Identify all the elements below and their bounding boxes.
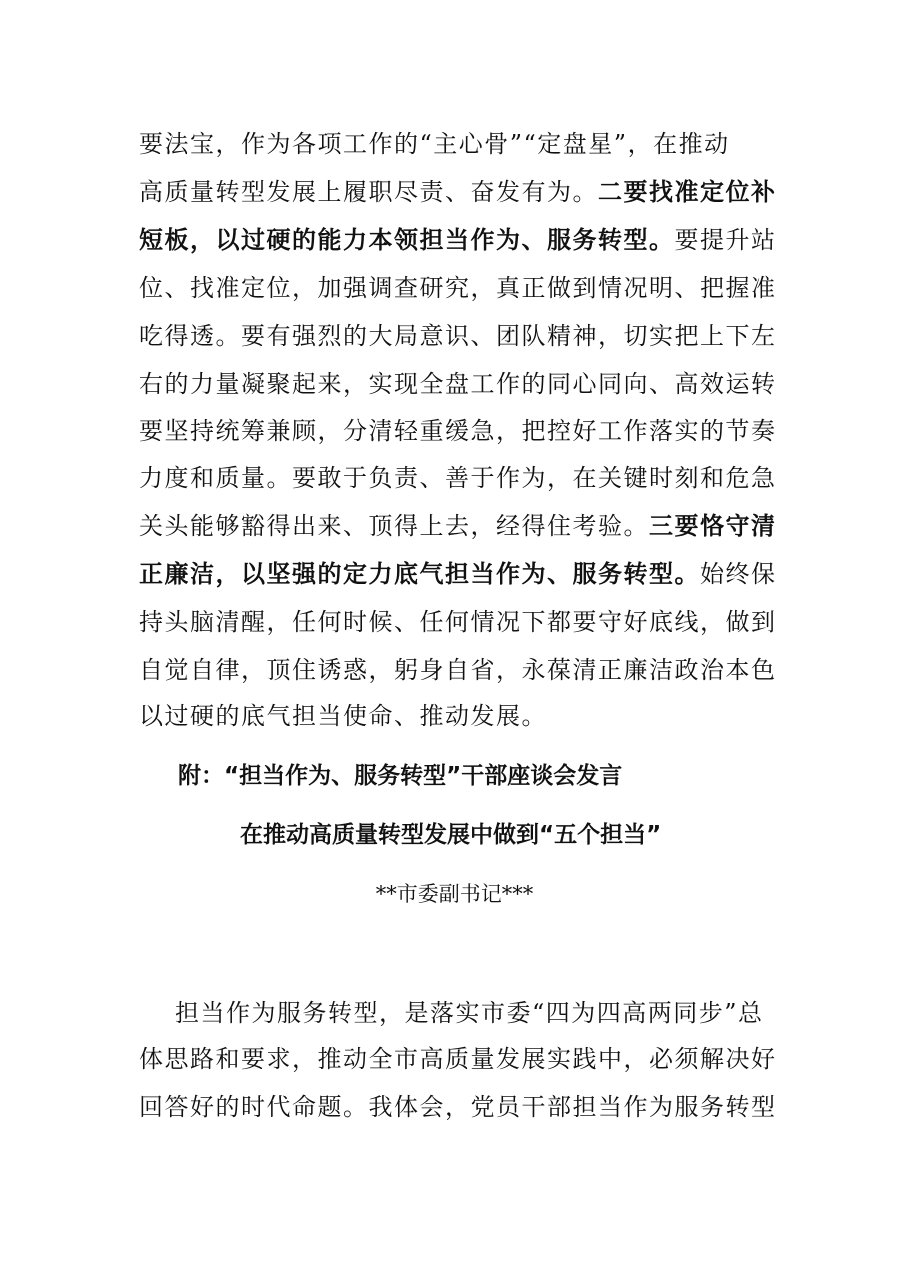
bold-text-run: 三要恪守清 (649, 512, 777, 540)
text-run: 担当作为服务转型，是落实市委“四为四高两同步”总 (175, 999, 764, 1027)
appendix-label: 附：“担当作为、服务转型”干部座谈会发言 (178, 763, 623, 789)
text-run: 以过硬的底气担当使命、推动发展。 (139, 702, 547, 730)
text-run: 吃得透。要有强烈的大局意识、团队精神，切实把上下左 (139, 322, 777, 350)
text-run: 要法宝，作为各项工作的“主心骨”“定盘星”，在推动 (139, 130, 730, 158)
paragraph-1-line-3 (139, 224, 779, 256)
text-run: 始终保 (700, 560, 777, 588)
paragraph-1-line-6 (139, 368, 779, 400)
text-run: 右的力量凝聚起来，实现全盘工作的同心同向、高效运转 (139, 370, 777, 398)
text-run: 持头脑清醒，任何时候、任何情况下都要守好底线，做到 (139, 608, 777, 636)
paragraph-1-line-5 (139, 320, 779, 352)
paragraph-1-line-4 (139, 272, 779, 304)
text-run: 要坚持统筹兼顾，分清轻重缓急，把控好工作落实的节奏 (139, 417, 777, 445)
text-run: 关头能够豁得出来、顶得上去，经得住考验。 (139, 512, 649, 540)
paragraph-1-line-13 (139, 700, 779, 732)
text-run: 力度和质量。要敢于负责、善于作为，在关键时刻和危急 (139, 464, 777, 492)
bold-text-run: 正廉洁，以坚强的定力底气担当作为、服务转型。 (139, 560, 700, 588)
paragraph-1-line-1 (139, 128, 779, 160)
paragraph-2-line-1 (175, 997, 779, 1029)
text-run: 高质量转型发展上履职尽责、奋发有为。 (139, 178, 598, 206)
speech-author: **市委副书记*** (375, 882, 534, 906)
paragraph-1-line-2 (139, 176, 779, 208)
paragraph-1-line-7 (139, 415, 779, 447)
paragraph-1-line-12 (139, 654, 779, 686)
text-run: 回答好的时代命题。我体会，党员干部担当作为服务转型 (139, 1093, 777, 1121)
text-run: 自觉自律，顶住诱惑，躬身自省，永葆清正廉洁政治本色 (139, 656, 777, 684)
paragraph-2-line-3 (139, 1091, 779, 1123)
paragraph-2-line-2 (139, 1043, 779, 1075)
bold-text-run: 二要找准定位补 (598, 178, 777, 206)
bold-text-run: 短板，以过硬的能力本领担当作为、服务转型。 (139, 226, 675, 254)
text-run: 体思路和要求，推动全市高质量发展实践中，必须解决好 (139, 1045, 777, 1073)
speech-title: 在推动高质量转型发展中做到“五个担当” (240, 822, 662, 848)
paragraph-1-line-8 (139, 462, 779, 494)
paragraph-1-line-10 (139, 558, 779, 590)
paragraph-1-line-11 (139, 606, 779, 638)
text-run: 要提升站 (674, 226, 777, 254)
text-run: 位、找准定位，加强调查研究，真正做到情况明、把握准 (139, 274, 777, 302)
paragraph-1-line-9 (139, 510, 779, 542)
